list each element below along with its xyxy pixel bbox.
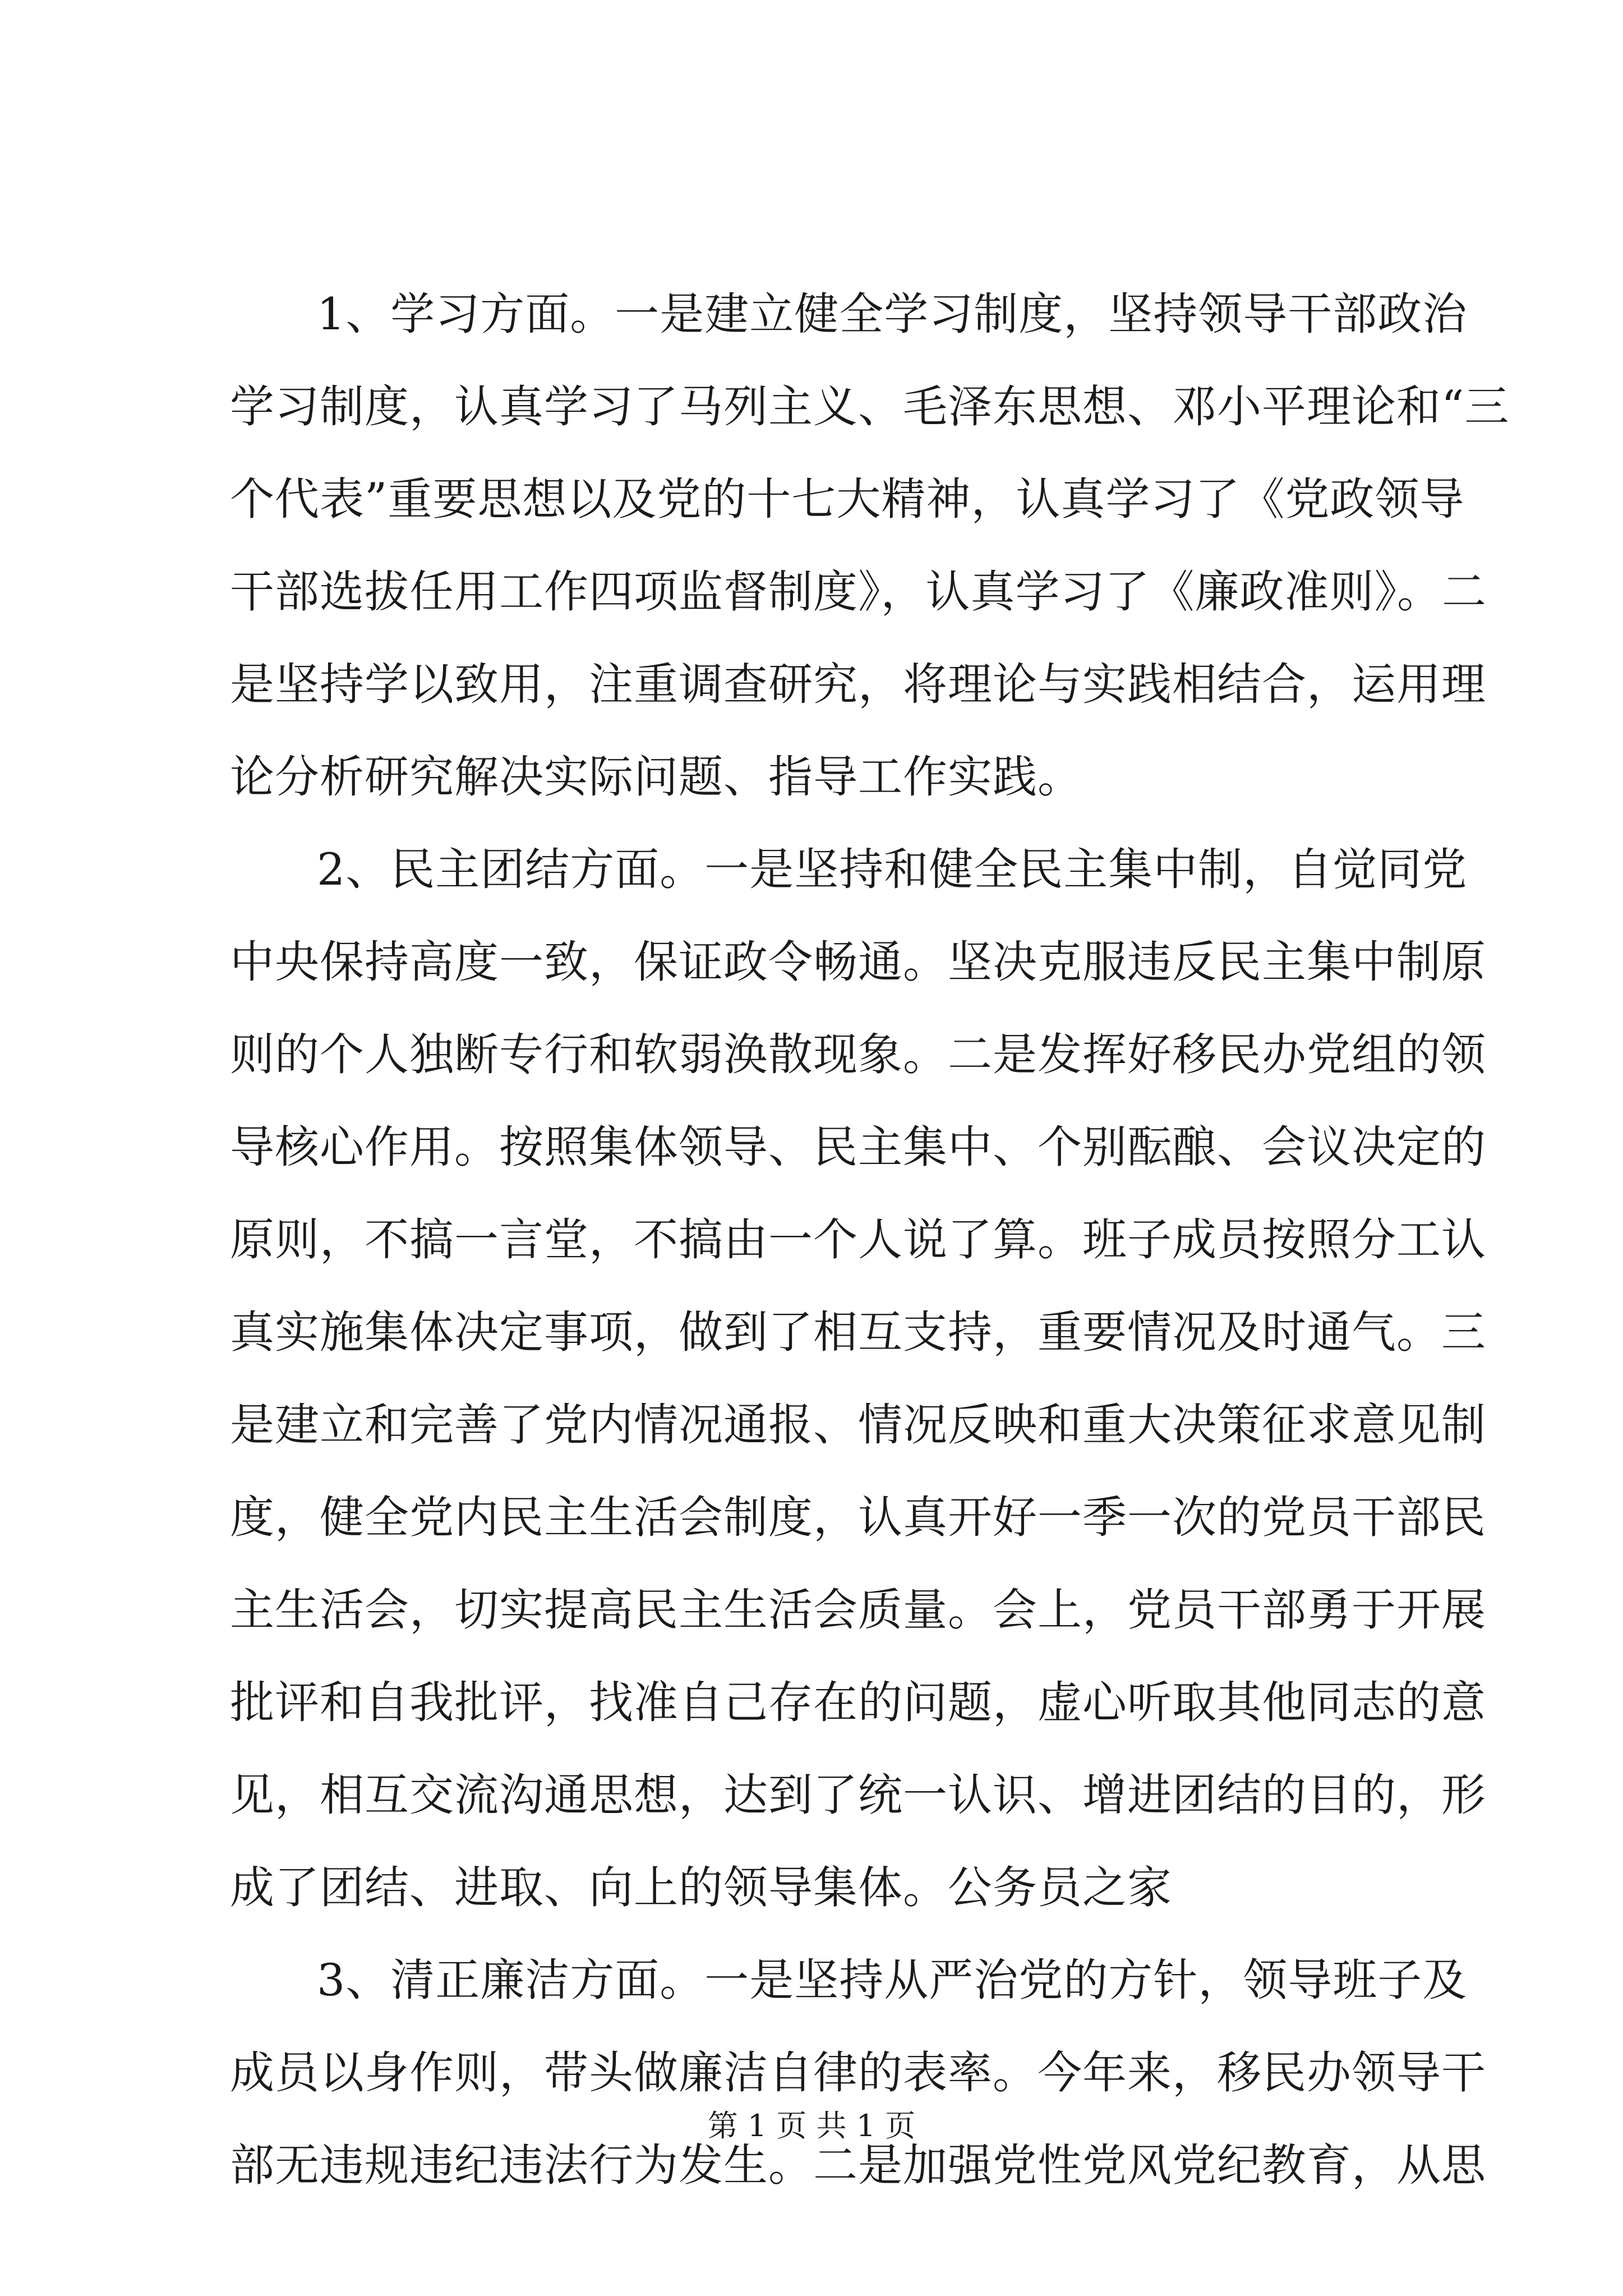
page-number-label: 第 1 页 共 1 页: [707, 2108, 916, 2143]
paragraph-3-line-1: 3、清正廉洁方面。一是坚持从严治党的方针，领导班子及: [317, 1954, 1468, 2006]
paragraph-2-line-4: 导核心作用。按照集体领导、民主集中、个别酝酿、会议决定的: [230, 1121, 1486, 1173]
paragraph-2-line-12: 成了团结、进取、向上的领导集体。公务员之家: [230, 1862, 1172, 1913]
paragraph-2-line-1: 2、民主团结方面。一是坚持和健全民主集中制，自觉同党: [317, 844, 1468, 895]
paragraph-3-line-2: 成员以身作则，带头做廉洁自律的表率。今年来，移民办领导干: [230, 2047, 1486, 2099]
paragraph-1-line-6: 论分析研究解决实际问题、指导工作实践。: [230, 751, 1082, 803]
paragraph-2-line-5: 原则，不搞一言堂，不搞由一个人说了算。班子成员按照分工认: [230, 1214, 1486, 1266]
paragraph-2-line-6: 真实施集体决定事项，做到了相互支持，重要情况及时通气。三: [230, 1306, 1486, 1358]
paragraph-1-line-5: 是坚持学以致用，注重调查研究，将理论与实践相结合，运用理: [230, 659, 1486, 710]
paragraph-2-line-9: 主生活会，切实提高民主生活会质量。会上，党员干部勇于开展: [230, 1584, 1486, 1636]
paragraph-2-line-8: 度，健全党内民主生活会制度，认真开好一季一次的党员干部民: [230, 1492, 1486, 1543]
paragraph-2-line-2: 中央保持高度一致，保证政令畅通。坚决克服违反民主集中制原: [230, 936, 1486, 988]
paragraph-1-line-3: 个代表”重要思想以及党的十七大精神，认真学习了《党政领导: [230, 473, 1465, 525]
paragraph-1-line-4: 干部选拔任用工作四项监督制度》，认真学习了《廉政准则》。二: [230, 566, 1487, 618]
page-footer: [0, 2109, 1623, 2143]
paragraph-3-line-3: 部无违规违纪违法行为发生。二是加强党性党风党纪教育，从思: [230, 2139, 1486, 2191]
paragraph-1-line-1: 1、学习方面。一是建立健全学习制度，坚持领导干部政治: [317, 288, 1468, 340]
paragraph-2-line-10: 批评和自我批评，找准自己存在的问题，虚心听取其他同志的意: [230, 1677, 1486, 1728]
paragraph-1-line-2: 学习制度，认真学习了马列主义、毛泽东思想、邓小平理论和“三: [230, 381, 1510, 432]
paragraph-2-line-11: 见，相互交流沟通思想，达到了统一认识、增进团结的目的，形: [230, 1769, 1486, 1821]
paragraph-2-line-7: 是建立和完善了党内情况通报、情况反映和重大决策征求意见制: [230, 1399, 1486, 1451]
document-body: [230, 288, 1510, 2235]
paragraph-2-line-3: 则的个人独断专行和软弱涣散现象。二是发挥好移民办党组的领: [230, 1029, 1486, 1080]
